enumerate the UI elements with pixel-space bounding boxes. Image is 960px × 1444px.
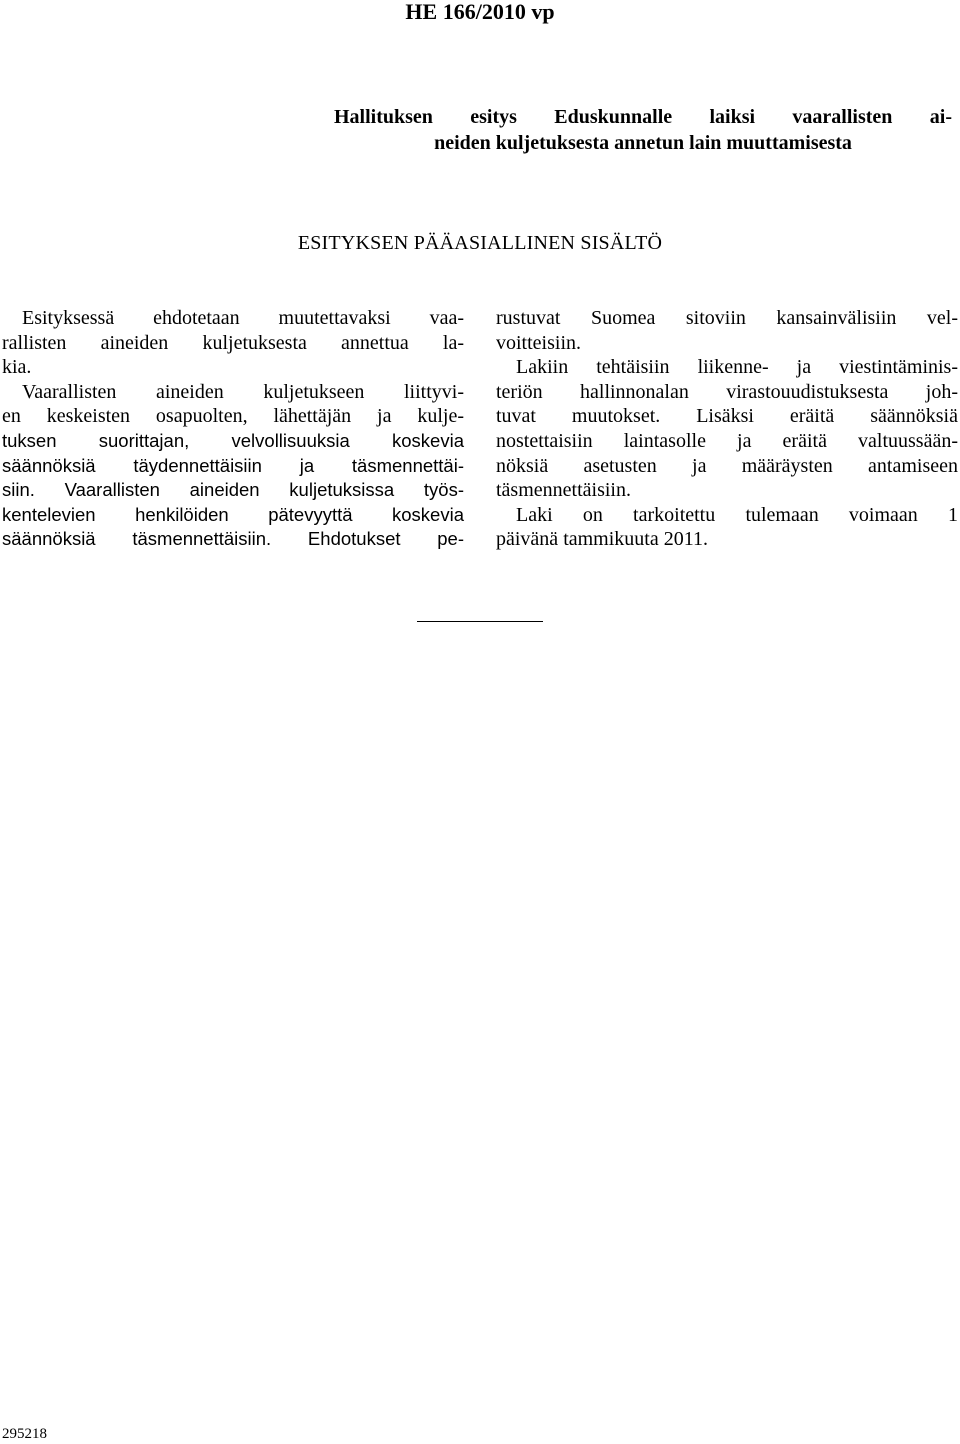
text-line: säännöksiä täsmennettäisiin. Ehdotukset pe- [2, 528, 464, 550]
text-line: Esityksessä ehdotetaan muutettavaksi vaa- [22, 307, 464, 329]
paragraph-2 [2, 380, 464, 552]
text-line: kentelevien henkilöiden pätevyyttä koskevia [2, 503, 464, 525]
section-divider-rule [417, 621, 543, 622]
text-line: siin. Vaarallisten aineiden kuljetuksissa työs- [2, 479, 464, 501]
right-text-column [496, 306, 958, 552]
paragraph-3 [496, 306, 958, 355]
text-line: rallisten aineiden kuljetuksesta annettua la- [2, 331, 464, 354]
left-text-column [2, 306, 464, 552]
text-line: kia. [2, 356, 32, 379]
document-id-header: HE 166/2010 vp [405, 0, 555, 24]
text-line: rustuvat Suomea sitoviin kansainvälisiin vel- [496, 307, 958, 329]
page-code: 295218 [2, 1426, 47, 1442]
paragraph-4 [496, 355, 958, 503]
document-title-line-1: Hallituksen esitys Eduskunnalle laiksi vaarallisten ai- [334, 106, 952, 128]
text-line: Lakiin tehtäisiin liikenne- ja viestintäminis- [516, 356, 958, 379]
paragraph-1 [2, 306, 464, 380]
text-line: Vaarallisten aineiden kuljetukseen liittyvi- [22, 380, 464, 403]
document-title [334, 104, 952, 156]
text-line: tuvat muutokset. Lisäksi eräitä säännöksiä [496, 405, 958, 428]
text-line: voitteisiin. [496, 331, 581, 354]
paragraph-5 [496, 503, 958, 552]
text-line: nostettaisiin laintasolle ja eräitä valtuussään- [496, 429, 958, 452]
text-line: nöksiä asetusten ja määräysten antamiseen [496, 454, 958, 477]
text-line: täsmennettäisiin. [496, 479, 631, 502]
section-heading: ESITYKSEN PÄÄASIALLINEN SISÄLTÖ [297, 232, 663, 254]
text-line: teriön hallinnonalan virastouudistuksesta joh- [496, 380, 958, 403]
text-line: päivänä tammikuuta 2011. [496, 528, 708, 551]
text-line: en keskeisten osapuolten, lähettäjän ja kulje- [2, 405, 464, 428]
text-line: tuksen suorittajan, velvollisuuksia koskevia [2, 429, 464, 451]
text-line: säännöksiä täydennettäisiin ja täsmennettäi- [2, 454, 464, 476]
text-line: Laki on tarkoitettu tulemaan voimaan 1 [516, 503, 958, 526]
document-title-line-2: neiden kuljetuksesta annetun lain muuttamisesta [434, 132, 852, 154]
